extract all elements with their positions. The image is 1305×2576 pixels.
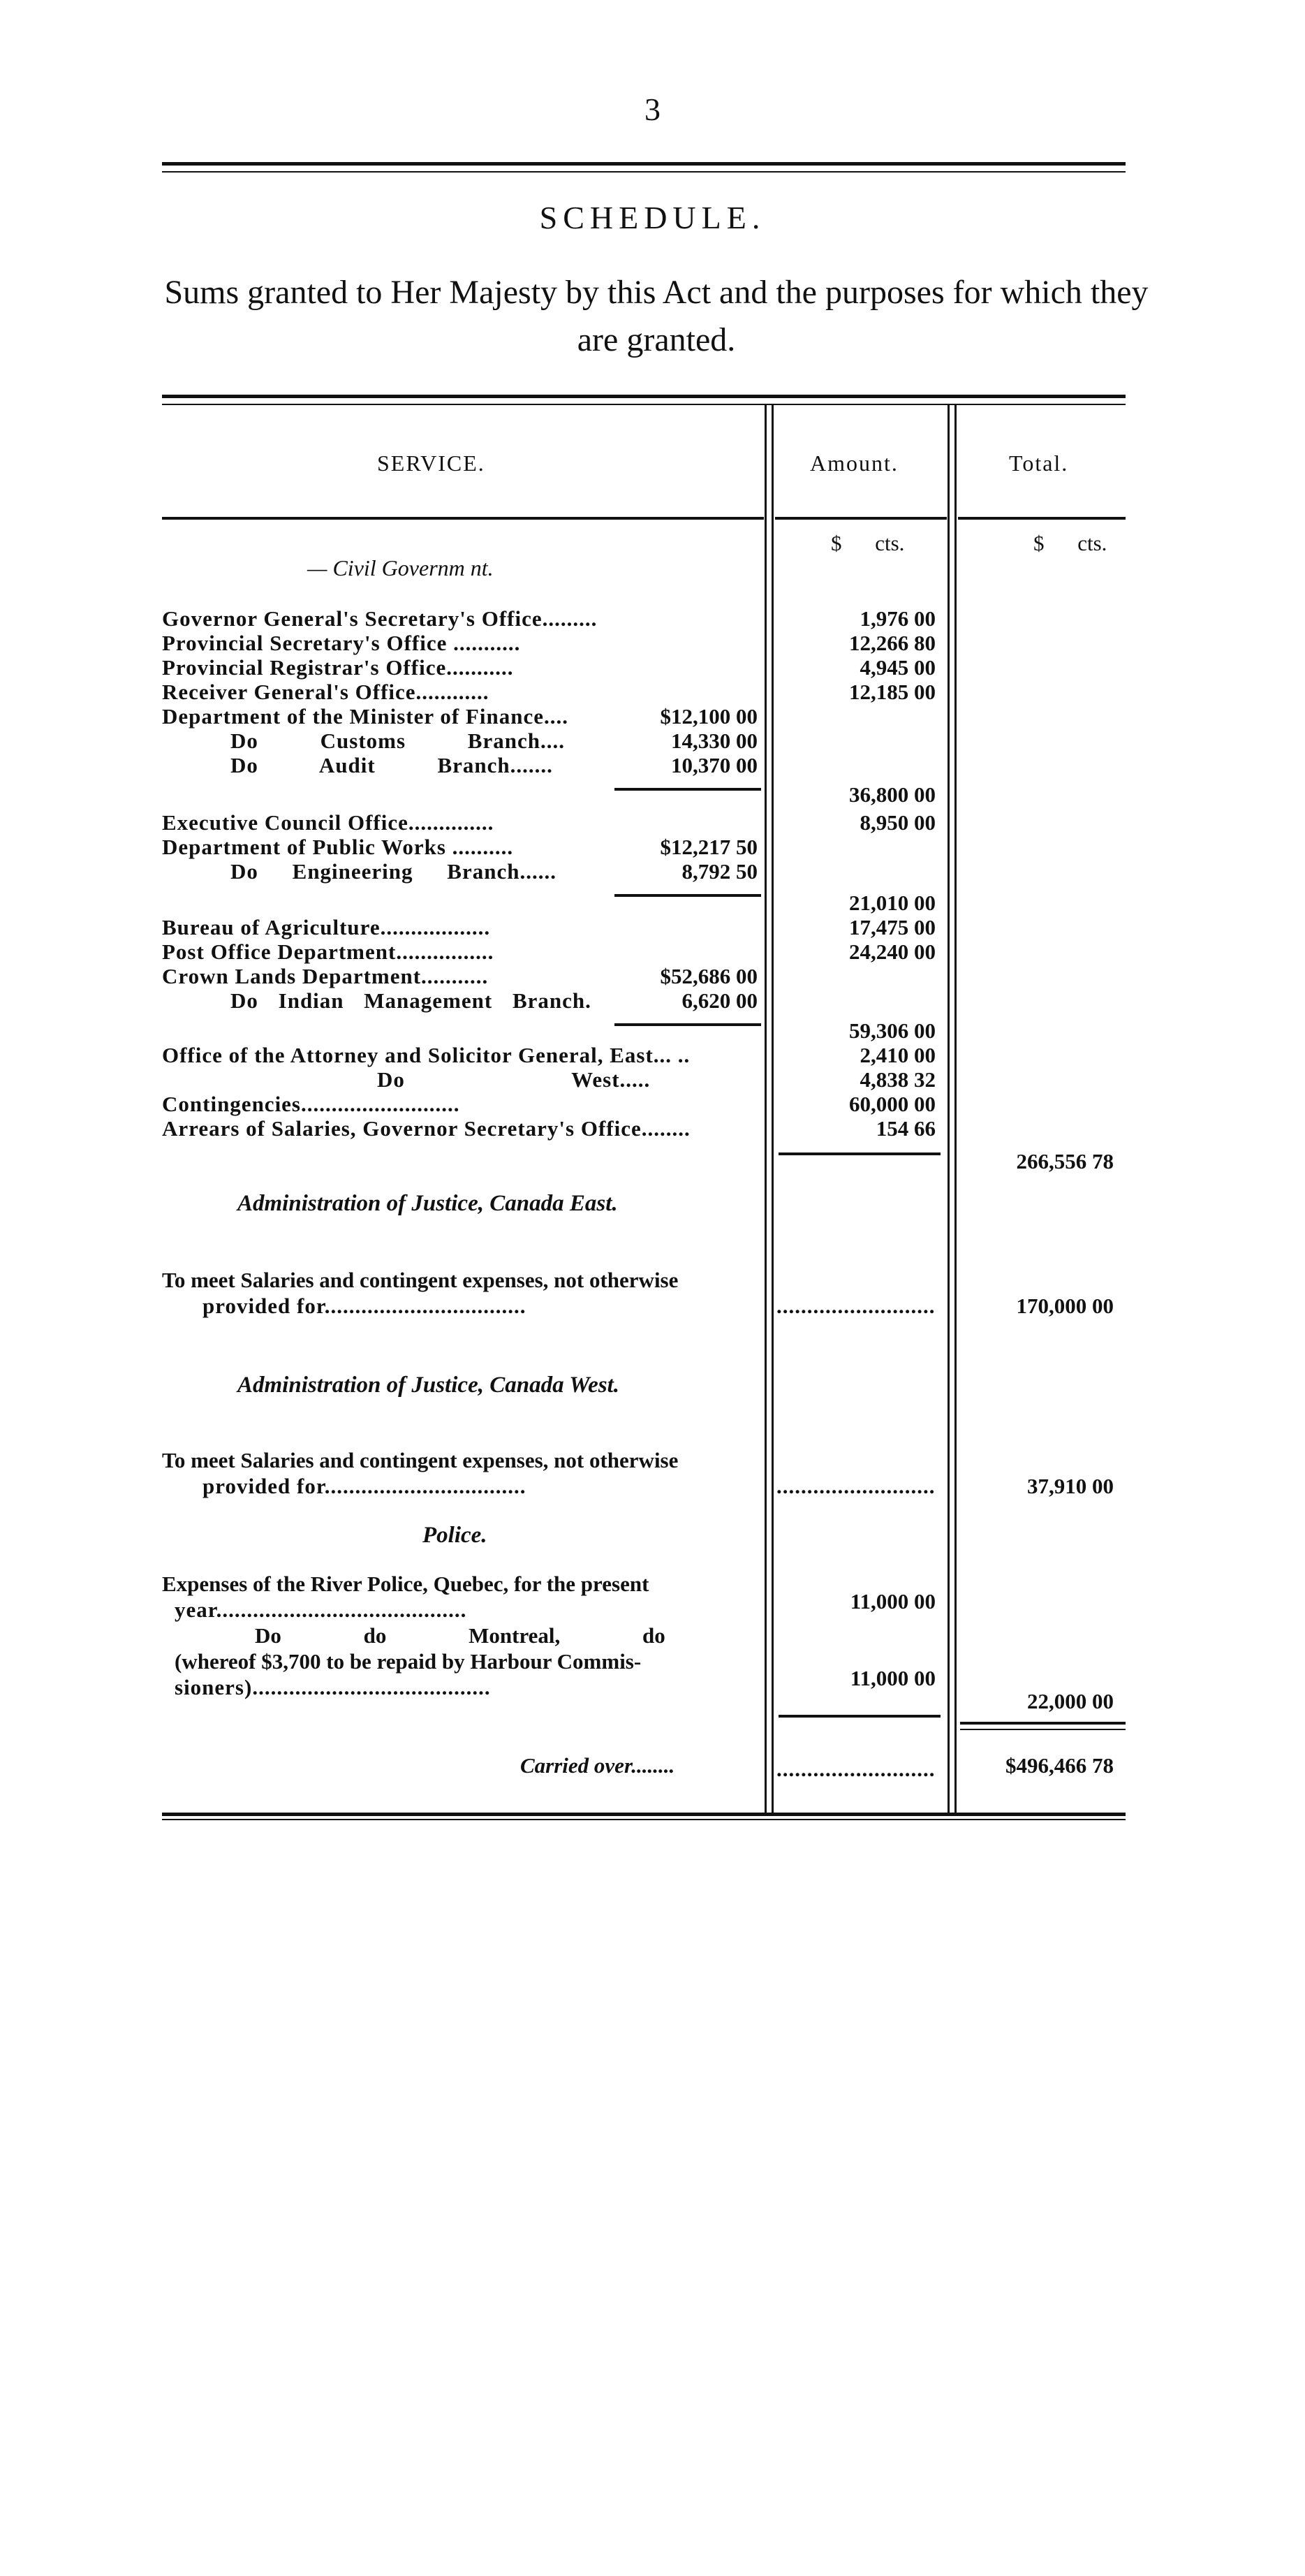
police-amount-montreal: 11,000 00 [850, 1666, 936, 1690]
civil-row-amount: 2,410 00 [860, 1043, 936, 1067]
civil-row-inner-amount: 6,620 00 [681, 988, 758, 1013]
amount-units: $ cts. [831, 531, 905, 555]
table-top-rule-a [162, 395, 1126, 398]
civil-row-label: Bureau of Agriculture.................. [162, 915, 491, 939]
police-line2: year......................................... [175, 1597, 467, 1622]
civil-row-label: Office of the Attorney and Solicitor General, East... .. [162, 1043, 691, 1067]
civil-row-label: Governor General's Secretary's Office......... [162, 606, 598, 631]
page-number: 3 [644, 92, 661, 127]
civil-row-amount: 60,000 00 [849, 1092, 936, 1116]
total-column-rule-b [960, 1729, 1126, 1730]
civil-row-amount: 17,475 00 [849, 915, 936, 939]
civil-row-inner-amount: 14,330 00 [671, 729, 758, 753]
bottom-rule-a [162, 1813, 1126, 1816]
justice-west-amount-dots: .......................... [776, 1474, 936, 1498]
bottom-rule-b [162, 1819, 1126, 1820]
subtotal-rule [614, 788, 761, 791]
top-double-rule-a [162, 162, 1126, 166]
civil-row-amount: 154 66 [876, 1116, 936, 1141]
header-bottom-rule-right [958, 517, 1126, 520]
police-line3: Do do Montreal, do [255, 1623, 665, 1648]
header-bottom-rule-mid [775, 517, 947, 520]
civil-row-label: Do West..... [377, 1067, 651, 1092]
civil-row-inner-amount: 10,370 00 [671, 753, 758, 777]
civil-subtotal-amount: 59,306 00 [849, 1018, 936, 1043]
civil-row-amount: 12,266 80 [849, 631, 936, 655]
civil-row-amount: 1,976 00 [860, 606, 936, 631]
schedule-subtitle: Sums granted to Her Majesty by this Act and the purposes for which they are granted. [164, 274, 1149, 358]
carried-over-label: Carried over........ [520, 1753, 675, 1778]
police-total: 22,000 00 [1027, 1689, 1114, 1713]
schedule-title: SCHEDULE. [539, 200, 766, 235]
civil-row-label: Arrears of Salaries, Governor Secretary's Office........ [162, 1116, 691, 1141]
justice-west-line2: provided for................................. [202, 1474, 526, 1498]
police-line4: (whereof $3,700 to be repaid by Harbour Commis- [175, 1649, 642, 1674]
civil-row-label: Provincial Secretary's Office ........... [162, 631, 521, 655]
civil-row-label: Receiver General's Office............ [162, 680, 489, 704]
carried-over-total: $496,466 78 [1005, 1753, 1114, 1778]
justice-east-line2: provided for................................. [202, 1294, 526, 1318]
civil-row-amount: 4,838 32 [860, 1067, 936, 1092]
civil-row-amount: 12,185 00 [849, 680, 936, 704]
civil-row-label: Department of Public Works .......... [162, 835, 514, 859]
civil-row-label: Department of the Minister of Finance.... [162, 704, 568, 729]
justice-east-total: 170,000 00 [1016, 1294, 1114, 1318]
civil-row-amount: 4,945 00 [860, 655, 936, 680]
justice-west-line1: To meet Salaries and contingent expenses, not otherwise [162, 1448, 679, 1472]
subtotal-rule [614, 1023, 761, 1026]
civil-subtotal-amount: 21,010 00 [849, 891, 936, 915]
civil-row-label: Executive Council Office.............. [162, 810, 494, 835]
police-heading: Police. [422, 1523, 487, 1548]
column-rule-1a [765, 405, 767, 1815]
justice-east-amount-dots: .......................... [776, 1294, 936, 1318]
civil-subtotal-amount: 36,800 00 [849, 782, 936, 807]
table-top-rule-b [162, 404, 1126, 405]
total-column-rule-a [960, 1722, 1126, 1725]
column-rule-2b [954, 405, 957, 1815]
dash-ornament: — [307, 555, 333, 580]
civil-row-label: Contingencies.......................... [162, 1092, 460, 1116]
justice-east-line1: To meet Salaries and contingent expenses, not otherwise [162, 1268, 679, 1292]
civil-row-inner-amount: $52,686 00 [660, 964, 758, 988]
justice-west-total: 37,910 00 [1027, 1474, 1114, 1498]
civil-government-heading [307, 555, 494, 581]
column-rule-1b [772, 405, 774, 1815]
carried-over-amount-dots: .......................... [776, 1757, 936, 1781]
civil-row-label: Post Office Department................ [162, 939, 494, 964]
civil-government-total: 266,556 78 [1016, 1149, 1114, 1173]
police-amount-quebec: 11,000 00 [850, 1589, 936, 1613]
header-total: Total. [1009, 451, 1069, 476]
subtotal-rule [614, 894, 761, 897]
police-line1: Expenses of the River Police, Quebec, for the present [162, 1572, 649, 1596]
police-line5: sioners)....................................... [175, 1675, 491, 1699]
civil-row-label: Do Audit Branch....... [230, 753, 553, 777]
header-bottom-rule-left [162, 517, 764, 520]
civil-row-label: Do Customs Branch.... [230, 729, 565, 753]
total-units: $ cts. [1033, 531, 1107, 555]
police-amount-rule [779, 1715, 941, 1718]
top-double-rule-b [162, 171, 1126, 173]
civil-row-label: Provincial Registrar's Office........... [162, 655, 514, 680]
justice-west-heading: Administration of Justice, Canada West. [237, 1373, 620, 1398]
civil-row-label: Do Indian Management Branch. [230, 988, 591, 1013]
header-amount: Amount. [810, 451, 899, 476]
civil-row-inner-amount: 8,792 50 [681, 859, 758, 884]
column-rule-2a [948, 405, 950, 1815]
amount-column-total-rule [779, 1152, 941, 1155]
civil-row-amount: 8,950 00 [860, 810, 936, 835]
civil-row-label: Crown Lands Department........... [162, 964, 489, 988]
civil-government-heading-text: Civil Governm nt. [332, 555, 494, 580]
civil-row-inner-amount: $12,217 50 [660, 835, 758, 859]
civil-row-label: Do Engineering Branch...... [230, 859, 556, 884]
justice-east-heading: Administration of Justice, Canada East. [237, 1191, 618, 1216]
civil-row-amount: 24,240 00 [849, 939, 936, 964]
header-service: SERVICE. [377, 451, 485, 476]
civil-row-inner-amount: $12,100 00 [660, 704, 758, 729]
